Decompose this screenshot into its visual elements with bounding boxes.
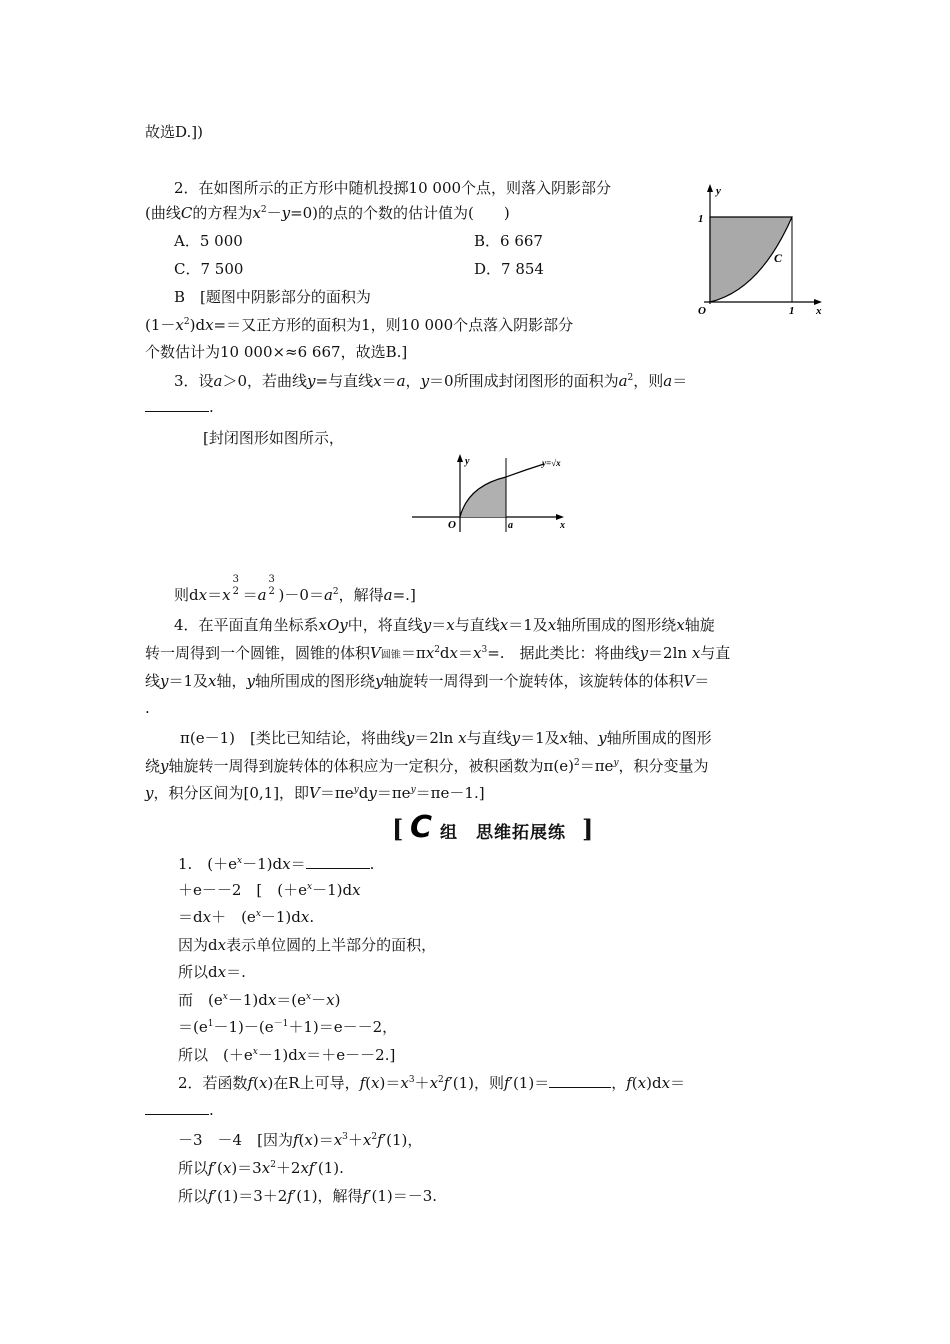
text: －1 xyxy=(273,1019,289,1029)
text: y xyxy=(281,204,291,222)
text: ＝πe xyxy=(376,784,411,802)
text: －1)d xyxy=(312,881,353,899)
text: x xyxy=(306,992,312,1002)
text: C．7 500 xyxy=(174,260,244,278)
text: x xyxy=(217,963,227,981)
text: a xyxy=(618,372,628,390)
text: y xyxy=(160,757,169,775)
problem-4-stem-cont2 xyxy=(145,671,709,691)
text: －1)d xyxy=(260,908,301,926)
text: 轴旋 xyxy=(684,616,715,634)
text: 所以 xyxy=(178,1187,209,1205)
text: y xyxy=(307,372,316,390)
answer-2 xyxy=(174,287,371,307)
text: ＋ xyxy=(414,1074,430,1092)
text: x xyxy=(261,1159,271,1177)
origin-label: O xyxy=(698,305,706,317)
answer-4-cont xyxy=(145,756,709,776)
text: x xyxy=(258,1074,268,1092)
text: 2 xyxy=(332,587,339,597)
text: (1－ xyxy=(145,316,176,334)
text: ＝ xyxy=(207,586,223,604)
text: 2．若函数 xyxy=(178,1074,248,1092)
text: ′(1)＝－3. xyxy=(368,1187,438,1205)
answer-4 xyxy=(180,728,712,748)
c-problem-1 xyxy=(178,854,374,874)
answer-2-cont2 xyxy=(145,342,407,362)
text: 轴、 xyxy=(568,729,599,747)
answer-3-cont xyxy=(174,574,416,605)
answer-3 xyxy=(203,428,344,448)
text: ＝ xyxy=(431,616,447,634)
text: ′(1). xyxy=(314,1159,344,1177)
text: 圆锥 xyxy=(380,650,401,661)
text: 2 xyxy=(573,758,580,768)
text: y xyxy=(639,644,649,662)
text: ′(1)＝ xyxy=(509,1074,550,1092)
text: 2 xyxy=(270,1160,276,1170)
text: x xyxy=(499,616,509,634)
problem-4-stem-cont xyxy=(145,643,730,666)
problem-3-blank-line xyxy=(145,397,214,417)
problem-4-end xyxy=(145,698,150,718)
text: B．6 667 xyxy=(474,232,543,250)
text: V xyxy=(683,672,695,690)
text: )－0＝ xyxy=(278,586,324,604)
text: C xyxy=(180,204,193,222)
text: y xyxy=(246,672,256,690)
text: x xyxy=(222,1159,232,1177)
figure-sqrt-curve xyxy=(410,452,590,534)
c-answer-1-line7 xyxy=(178,1045,395,1065)
text: x xyxy=(473,644,482,662)
text: 1 xyxy=(207,1019,214,1029)
text: (曲线 xyxy=(145,204,181,222)
text: x xyxy=(267,991,277,1009)
text: y xyxy=(160,672,169,690)
text: ( xyxy=(298,1131,305,1149)
text: y xyxy=(145,784,154,802)
text: π(e－1) [类比已知结论，将曲线 xyxy=(180,729,406,747)
text: ＝ xyxy=(381,372,397,390)
text: x xyxy=(198,586,208,604)
text: x xyxy=(255,909,261,919)
text: ＝ xyxy=(672,372,688,390)
text: 与直线 xyxy=(466,729,512,747)
text: f xyxy=(208,1187,214,1205)
text: 线 xyxy=(145,672,161,690)
text: x xyxy=(326,991,335,1009)
option-d xyxy=(474,259,544,279)
fraction-den: 2 xyxy=(232,586,239,597)
text: x xyxy=(202,908,212,926)
text: x xyxy=(208,672,217,690)
text: x xyxy=(362,1131,372,1149)
text: B [题图中阴影部分的面积为 xyxy=(174,288,371,306)
text: ＋ xyxy=(347,1131,363,1149)
text: 2 xyxy=(627,373,634,383)
text: －1)d xyxy=(242,855,283,873)
answer-blank xyxy=(145,397,209,412)
text: f xyxy=(377,1131,383,1149)
text: x xyxy=(449,644,458,662)
text: y xyxy=(613,758,619,768)
text: f xyxy=(287,1187,293,1205)
text: x xyxy=(547,616,557,634)
text: ＝ xyxy=(694,672,710,690)
c-answer-1-line5 xyxy=(178,990,340,1010)
text: y xyxy=(405,729,415,747)
text: y xyxy=(368,784,377,802)
figure-unit-square xyxy=(690,180,830,320)
text: x xyxy=(222,586,231,604)
text: －1)d xyxy=(257,1046,298,1064)
text: . xyxy=(145,699,150,717)
text: V xyxy=(309,784,320,802)
x-one-label: 1 xyxy=(789,305,795,317)
text: ＋ (e xyxy=(211,908,256,926)
y-label: y xyxy=(716,185,721,197)
text: y xyxy=(598,729,607,747)
section-title: 组 思维拓展练 xyxy=(440,823,566,843)
text: ，则 xyxy=(633,372,664,390)
text: a xyxy=(213,372,223,390)
text: ＝0所围成封闭图形的面积为 xyxy=(429,372,619,390)
text: ，解得 xyxy=(338,586,384,604)
y-one-label: 1 xyxy=(698,213,704,225)
bracket-open: [ xyxy=(392,814,404,843)
text: ，积分变量为 xyxy=(618,757,709,775)
text: =0)的点的个数的估计值为( ) xyxy=(290,204,510,222)
text: =.] xyxy=(392,586,416,604)
text: ＋2 xyxy=(275,1159,301,1177)
text: f xyxy=(292,1131,299,1149)
text: 而 (e xyxy=(178,991,223,1009)
c-answer-1-line6 xyxy=(178,1017,397,1037)
x-label: x xyxy=(816,305,822,317)
text: ＝ xyxy=(670,1074,686,1092)
text: )在R上可导， xyxy=(267,1074,360,1092)
text: ＝(e xyxy=(276,991,307,1009)
text: )＝3 xyxy=(231,1159,262,1177)
text: 3．设 xyxy=(174,372,214,390)
text: x xyxy=(691,644,701,662)
text: 因为d xyxy=(178,936,218,954)
text: ＝1及 xyxy=(508,616,548,634)
text: x xyxy=(307,882,313,892)
text: ＝2ln xyxy=(648,644,692,662)
text: . xyxy=(209,398,214,416)
text: x xyxy=(237,856,243,866)
text: 则 xyxy=(174,586,190,604)
option-a xyxy=(174,231,243,251)
text: 4．在平面直角坐标系 xyxy=(174,616,319,634)
c-answer-1-line3 xyxy=(178,935,436,955)
text: f xyxy=(247,1074,254,1092)
origin-label: O xyxy=(448,519,456,531)
text: 2 xyxy=(434,645,440,655)
text: 与直线 xyxy=(454,616,500,634)
text: ′(1)，解得 xyxy=(292,1187,363,1205)
problem-4-stem xyxy=(174,615,715,635)
text: 绕 xyxy=(145,757,161,775)
text: f xyxy=(626,1074,632,1092)
text: x xyxy=(371,1074,380,1092)
c-answer-1-line2 xyxy=(178,907,314,927)
c-problem-2 xyxy=(178,1073,685,1093)
text: ， xyxy=(611,1074,627,1092)
text: )＝ xyxy=(379,1074,401,1092)
c-answer-1 xyxy=(178,880,361,900)
text: )d xyxy=(189,316,206,334)
text: y xyxy=(422,616,432,634)
text: ＝. xyxy=(226,963,246,981)
text: 轴所围成的图形绕 xyxy=(255,672,376,690)
text: ′( xyxy=(213,1159,223,1177)
text: D．7 854 xyxy=(474,260,544,278)
text: y xyxy=(420,372,430,390)
text: ＝1及 xyxy=(168,672,209,690)
text: 1. (＋e xyxy=(178,855,238,873)
text: 转一周得到一个圆锥，圆锥的体积 xyxy=(145,644,371,662)
text: x xyxy=(425,644,435,662)
answer-2-cont xyxy=(145,315,573,335)
text: 3 xyxy=(481,645,488,655)
text: f xyxy=(443,1074,450,1092)
text: . xyxy=(309,908,315,926)
text: =＝又正方形的面积为1，则10 000个点落入阴影部分 xyxy=(213,316,574,334)
text: x xyxy=(352,881,361,899)
text: ＞0，若曲线 xyxy=(222,372,308,390)
text: . xyxy=(209,1101,214,1119)
c-problem-2-blank-line xyxy=(145,1100,214,1120)
text: ＝πe xyxy=(319,784,354,802)
text: 轴所围成的图形 xyxy=(606,729,712,747)
bracket-close: ] xyxy=(582,814,594,843)
text: y xyxy=(511,729,521,747)
text: 轴旋转一周得到旋转体的体积应为一定积分，被积函数为π(e) xyxy=(168,757,574,775)
text: f xyxy=(362,1187,369,1205)
text: x xyxy=(676,616,685,634)
problem-2-stem-cont xyxy=(145,203,510,223)
text: x xyxy=(300,908,310,926)
text: x xyxy=(205,316,214,334)
text: 2 xyxy=(438,1075,444,1085)
option-b xyxy=(474,231,543,251)
text: 3 xyxy=(342,1132,348,1142)
text: ) xyxy=(334,991,341,1009)
text: 2 xyxy=(260,205,267,215)
text: a xyxy=(323,586,333,604)
answer-blank xyxy=(145,1100,209,1115)
text: ， xyxy=(405,372,421,390)
text: x xyxy=(282,855,291,873)
text: ＋e－－2 [ (＋e xyxy=(178,881,308,899)
text: x xyxy=(637,1074,647,1092)
fraction-num: 3 xyxy=(268,574,275,585)
text: ( xyxy=(631,1074,638,1092)
text: ′(1)，则 xyxy=(449,1074,504,1092)
text: 2 xyxy=(183,317,190,327)
text: 个数估计为10 000×≈6 667，故选B.] xyxy=(145,343,408,361)
text: x xyxy=(217,936,227,954)
text: x xyxy=(252,204,261,222)
text: x xyxy=(175,316,184,334)
text: x xyxy=(559,729,569,747)
c-answer-2-line2 xyxy=(178,1158,344,1178)
text: 中，将直线 xyxy=(347,616,423,634)
text: y xyxy=(353,785,359,795)
text: a xyxy=(257,586,267,604)
text: ′(1)， xyxy=(382,1131,423,1149)
y-axis-arrow xyxy=(457,454,463,462)
text: ′(1)＝3＋2 xyxy=(213,1187,288,1205)
text: x xyxy=(400,1074,409,1092)
text: ＝(e xyxy=(178,1018,208,1036)
text: 2．在如图所示的正方形中随机投掷10 000个点，则落入阴影部分 xyxy=(174,179,612,197)
text: ＝2ln xyxy=(414,729,459,747)
text: 的方程为 xyxy=(192,204,253,222)
y-axis-arrow xyxy=(707,184,713,192)
text: A．5 000 xyxy=(174,232,243,250)
fraction-num: 3 xyxy=(232,574,239,585)
text: V xyxy=(370,644,381,662)
text: －3 －4 [因为 xyxy=(178,1131,293,1149)
text: )d xyxy=(646,1074,662,1092)
text: ＝＋e－－2.] xyxy=(306,1046,396,1064)
group-letter: C xyxy=(410,810,433,845)
text: =. 据此类比：将曲线 xyxy=(487,644,640,662)
text: d xyxy=(358,784,369,802)
text: 表示单位圆的上半部分的面积， xyxy=(226,936,437,954)
text: 2 xyxy=(371,1132,378,1142)
text: ，积分区间为[0,1]，即 xyxy=(153,784,310,802)
text: x xyxy=(222,992,228,1002)
text: ( xyxy=(253,1074,259,1092)
text: x xyxy=(458,729,467,747)
text: 故选D.]) xyxy=(145,123,203,141)
curve-label: C xyxy=(774,251,783,265)
answer-blank xyxy=(549,1073,611,1088)
problem-3-stem xyxy=(174,371,687,391)
text: x xyxy=(373,372,382,390)
text: ＝πe xyxy=(579,757,614,775)
text: 3 xyxy=(408,1075,415,1085)
text: xf xyxy=(300,1159,315,1177)
text: x xyxy=(252,1047,258,1057)
fraction-den: 2 xyxy=(268,586,275,597)
answer-blank xyxy=(306,854,370,869)
problem-2-stem xyxy=(174,178,611,198)
text: ＝πe－1.] xyxy=(415,784,485,802)
text: ＋1)＝e－－2， xyxy=(288,1018,398,1036)
text: a xyxy=(396,372,406,390)
text: y xyxy=(375,672,384,690)
a-label: a xyxy=(508,520,513,531)
option-c xyxy=(174,259,243,279)
text: x xyxy=(333,1131,343,1149)
text: x xyxy=(297,1046,307,1064)
text: －1)－(e xyxy=(213,1018,274,1036)
text: 轴旋转一周得到一个旋转体，该旋转体的体积 xyxy=(383,672,684,690)
text: a xyxy=(383,586,393,604)
answer-4-cont2 xyxy=(145,783,485,803)
text: ＝ xyxy=(290,855,306,873)
text: [封闭图形如图所示， xyxy=(203,429,344,447)
text: . xyxy=(369,855,375,873)
text: 所以 (＋e xyxy=(178,1046,253,1064)
text: 所以 xyxy=(178,1159,209,1177)
text: ＝d xyxy=(178,908,203,926)
text: d xyxy=(189,586,199,604)
text: x xyxy=(429,1074,439,1092)
text: ＝ xyxy=(242,586,258,604)
y-label: y xyxy=(465,456,470,467)
text: － xyxy=(266,204,282,222)
text-line xyxy=(145,122,203,142)
text: )＝ xyxy=(312,1131,334,1149)
fraction xyxy=(267,574,279,605)
c-answer-2 xyxy=(178,1130,422,1150)
text: f xyxy=(208,1159,214,1177)
curve-label: y=√x xyxy=(542,458,561,468)
c-answer-2-line3 xyxy=(178,1186,437,1206)
text: 所以d xyxy=(178,963,218,981)
text: ＝π xyxy=(400,644,426,662)
text: ＝ xyxy=(458,644,474,662)
c-answer-1-line4 xyxy=(178,962,246,982)
text: 与直 xyxy=(700,644,731,662)
text: f xyxy=(359,1074,366,1092)
text: y xyxy=(410,785,416,795)
fraction xyxy=(231,574,243,605)
text: x xyxy=(446,616,455,634)
text: ＝1及 xyxy=(520,729,560,747)
text: d xyxy=(439,644,450,662)
text: =与直线 xyxy=(315,372,374,390)
section-header xyxy=(392,810,594,845)
text: f xyxy=(503,1074,510,1092)
text: 轴所围成的图形绕 xyxy=(556,616,677,634)
text: 轴， xyxy=(216,672,247,690)
text: x xyxy=(661,1074,671,1092)
text: x xyxy=(304,1131,313,1149)
text: ( xyxy=(365,1074,372,1092)
x-label: x xyxy=(560,520,565,531)
text: a xyxy=(663,372,673,390)
text: xOy xyxy=(318,616,348,634)
text: －1)d xyxy=(227,991,268,1009)
shaded-region xyxy=(460,477,506,517)
text: － xyxy=(311,991,327,1009)
